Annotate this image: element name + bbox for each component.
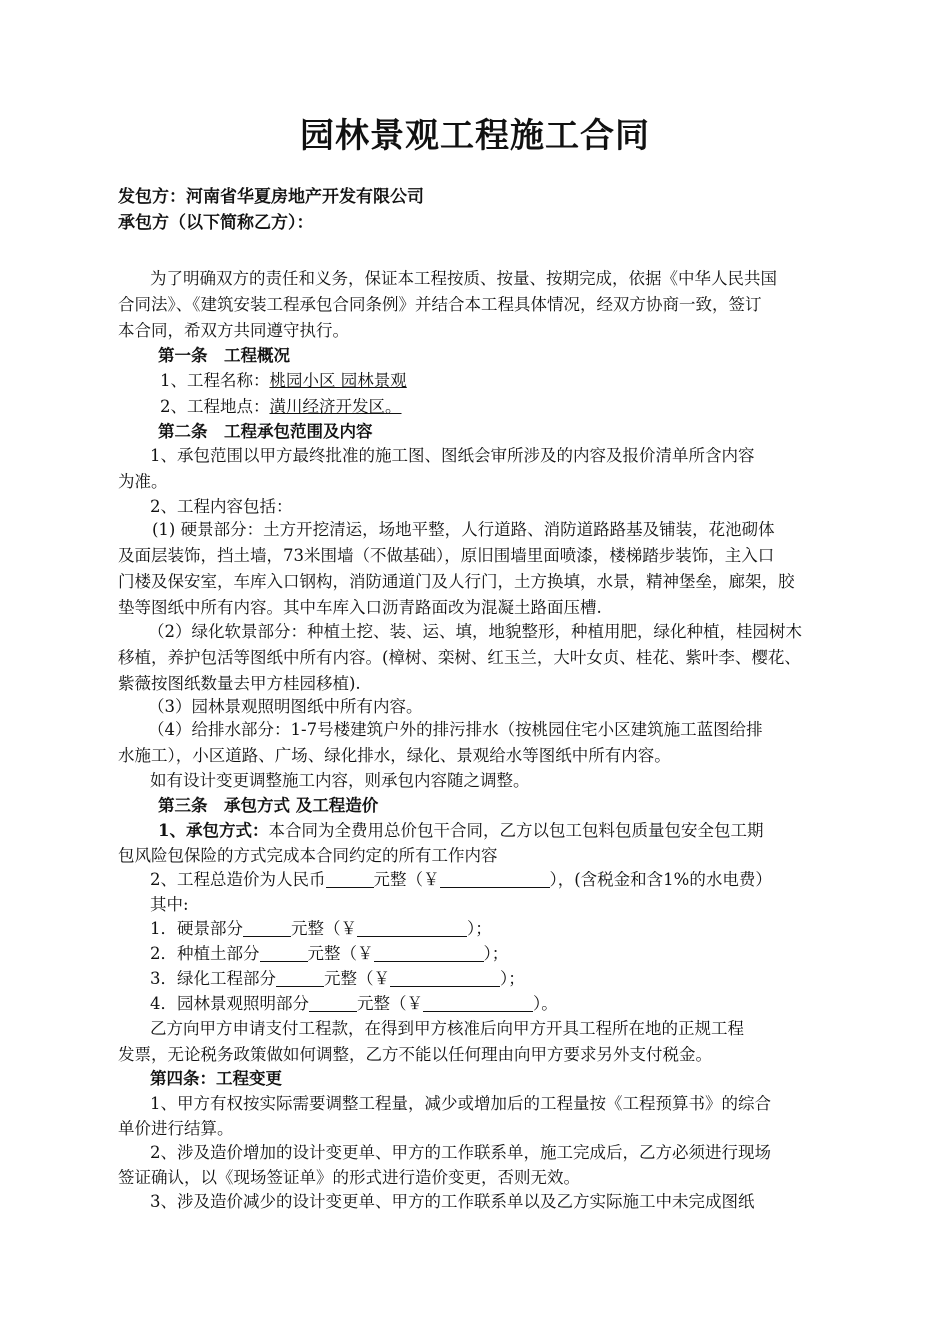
project-site-label: 2、工程地点： [160,397,270,416]
softscape-line: 移植，养护包活等图纸中所有内容。(樟树、栾树、红玉兰，大叶女贞、桂花、紫叶李、樱花、 [118,648,801,667]
total-price-yuan: 元整（￥ [373,870,440,889]
amount-blank[interactable] [357,918,467,937]
scope-line: 为准。 [118,472,168,491]
softscape-line: （2）绿化软景部分：种植土挖、装、运、填，地貌整形，种植用肥，绿化种植，桂园树木 [148,622,802,641]
cost-item-label: 4．园林景观照明部分 [150,994,309,1013]
amount-blank[interactable] [390,968,500,987]
drainage-line: （4）给排水部分：1-7号楼建筑户外的排污排水（按桃园住宅小区建筑施工蓝图给排 [148,720,763,739]
amount-blank[interactable] [260,943,308,962]
variation-line: 1、甲方有权按实际需要调整工程量，减少或增加后的工程量按《工程预算书》的综合 [150,1094,771,1113]
cost-item [150,941,884,967]
contract-method-cont: 包风险包保险的方式完成本合同约定的所有工作内容 [118,846,498,865]
softscape-line: 紫薇按图纸数量去甲方桂园移植). [118,674,361,693]
cost-item-yuan: 元整（￥ [324,969,390,988]
change-note: 如有设计变更调整施工内容，则承包内容随之调整。 [150,771,530,790]
amount-blank[interactable] [309,993,357,1012]
amount-blank[interactable] [276,968,324,987]
project-name-value: 桃园小区 园林景观 [269,371,407,390]
content-intro: 2、工程内容包括： [150,497,293,516]
party-a: 发包方：河南省华夏房地产开发有限公司 [118,187,424,207]
hardscape-line: (1) 硬景部分：土方开挖清运，场地平整，人行道路、消防道路路基及铺装，花池砌体 [152,520,775,539]
tax-line: 发票，无论税务政策做如何调整，乙方不能以任何理由向甲方要求另外支付税金。 [118,1045,712,1064]
lighting-line: （3）园林景观照明图纸中所有内容。 [148,697,423,716]
preamble-line: 合同法》、《建筑安装工程承包合同条例》并结合本工程具体情况，经双方协商一致，签订 [118,295,762,314]
scope-line: 1、承包范围以甲方最终批准的施工图、图纸会审所涉及的内容及报价清单所含内容 [150,446,755,465]
project-name-label: 1、工程名称： [160,371,270,390]
cost-item-yuan: 元整（￥ [291,919,357,938]
cost-item [150,991,884,1017]
article-3-heading: 第三条 承包方式 及工程造价 [158,796,379,815]
cost-item [150,916,884,942]
party-b: 承包方（以下简称乙方）： [118,213,314,233]
amount-blank[interactable] [243,918,291,937]
cost-item-label: 1．硬景部分 [150,919,243,938]
contract-method-text: 本合同为全费用总价包干合同，乙方以包工包料包质量包安全包工期 [268,821,764,840]
variation-line: 单价进行结算。 [118,1119,234,1138]
total-price [150,867,852,893]
article-4-heading: 第四条：工程变更 [150,1069,282,1088]
article-1-heading: 第一条 工程概况 [158,346,290,365]
hardscape-line: 垫等图纸中所有内容。其中车库入口沥青路面改为混凝土路面压槽. [118,598,602,617]
variation-line: 签证确认，以《现场签证单》的形式进行造价变更，否则无效。 [118,1168,580,1187]
total-price-note: ），(含税金和含1%的水电费） [549,870,772,889]
amount-blank[interactable] [326,869,374,888]
tax-line: 乙方向甲方申请支付工程款，在得到甲方核准后向甲方开具工程所在地的正规工程 [150,1019,744,1038]
project-site-value: 潢川经济开发区。 [269,397,402,416]
project-site [160,394,894,420]
total-price-label: 2、工程总造价为人民币 [150,870,326,889]
cost-item-yuan: 元整（￥ [307,944,374,963]
cost-item-label: 2．种植土部分 [150,944,260,963]
amount-blank[interactable] [423,993,533,1012]
cost-item-yuan: 元整（￥ [357,994,423,1013]
preamble-line: 本合同，希双方共同遵守执行。 [118,321,349,340]
hardscape-line: 及面层装饰，挡土墙，73米围墙（不做基础），原旧围墙里面喷漆，楼梯踏步装饰，主入口 [118,546,775,565]
preamble-line: 为了明确双方的责任和义务，保证本工程按质、按量、按期完成，依据《中华人民共国 [150,269,777,288]
contract-method-label: 1、承包方式： [158,821,269,840]
hardscape-line: 门楼及保安室，车库入口钢构，消防通道门及人行门，土方换填，水景，精神堡垒，廊架，胶 [118,572,795,591]
variation-line: 2、涉及造价增加的设计变更单、甲方的工作联系单，施工完成后，乙方必须进行现场 [150,1143,771,1162]
variation-line: 3、涉及造价减少的设计变更单、甲方的工作联系单以及乙方实际施工中未完成图纸 [150,1192,755,1211]
cost-item-end: ）； [483,944,509,963]
amount-blank[interactable] [374,943,484,962]
cost-item-label: 3．绿化工程部分 [150,969,276,988]
drainage-line: 水施工），小区道路、广场、绿化排水，绿化、景观给水等图纸中所有内容。 [118,746,671,765]
project-name [160,368,894,394]
cost-item [150,966,884,992]
contract-method [158,818,852,844]
amount-blank[interactable] [440,869,550,888]
document-title: 园林景观工程施工合同 [300,116,650,156]
among-label: 其中: [150,895,189,914]
cost-item-end: ）； [500,969,525,988]
cost-item-end: ）。 [533,994,558,1013]
article-2-heading: 第二条 工程承包范围及内容 [158,422,373,441]
cost-item-end: ）； [467,919,492,938]
